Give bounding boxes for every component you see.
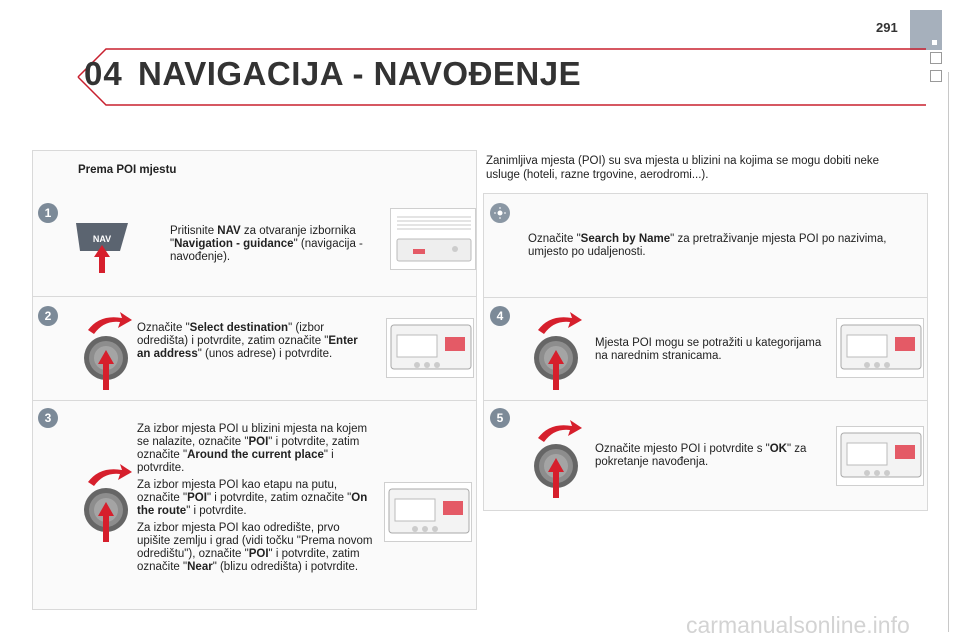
- chapter-title: NAVIGACIJA - NAVOĐENJE: [138, 55, 582, 92]
- step-2-text: Označite "Select destination" (izbor odredišta) i potvrdite, zatim označite "Enter an address" (unos adrese) i potvrdite.: [137, 322, 358, 360]
- step-1-text: Pritisnite NAV za otvaranje izbornika "Navigation - guidance" (navigacija - navođenje).: [170, 225, 363, 263]
- light-icon: [490, 203, 510, 223]
- step-5-text: Označite mjesto POI i potvrdite s "OK" za pokretanje navođenja.: [595, 443, 807, 468]
- step-badge-5: 5: [490, 408, 510, 428]
- step-divider: [32, 296, 477, 297]
- side-marker-box: [930, 70, 942, 82]
- step-divider: [483, 400, 928, 401]
- side-divider: [948, 72, 949, 632]
- step-badge-2: 2: [38, 306, 58, 326]
- page-corner-tab: [910, 10, 942, 50]
- step-badge-1: 1: [38, 203, 58, 223]
- intro-text: Zanimljiva mjesta (POI) su sva mjesta u blizini na kojima se mogu dobiti neke usluge (hoteli, razne trgovine, aerodromi...).: [486, 155, 880, 181]
- rotary-knob-illustration: [80, 462, 140, 549]
- rotary-knob-illustration: [530, 310, 590, 397]
- nav-button-illustration: [72, 215, 136, 280]
- step-badge-4: 4: [490, 306, 510, 326]
- step-3-text: Za izbor mjesta POI u blizini mjesta na kojem se nalazite, označite "POI" i potvrdite, zatim označite "Around the current place" i potvrdite. Za izbor mjesta POI kao etapu na putu, označite "POI" i potvrdite, zatim označite "On the route" i potvrdite. Za izbor mjesta POI kao odredište, prvo upišite zemlju i grad (vidi točku "Prema novom odredištu"), označite "POI" i potvrdite, zatim označite "Near" (blizu odredišta) i potvrdite.: [137, 423, 373, 573]
- watermark-text: carmanualsonline.info: [686, 612, 910, 638]
- nav-label: NAV: [92, 234, 112, 244]
- radio-unit-image: [836, 426, 924, 486]
- radio-unit-image: [384, 482, 472, 542]
- rotary-knob-illustration: [80, 310, 140, 397]
- step-badge-3: 3: [38, 408, 58, 428]
- step-4-text: Mjesta POI mogu se potražiti u kategorijama na narednim stranicama.: [595, 337, 822, 362]
- step-divider: [32, 400, 477, 401]
- page-number: 291: [876, 20, 898, 35]
- rotary-knob-illustration: [530, 418, 590, 505]
- section-title: Prema POI mjestu: [78, 164, 177, 176]
- radio-unit-image: [386, 318, 474, 378]
- search-by-name-text: Označite "Search by Name" za pretraživanje mjesta POI po nazivima, umjesto po udaljenosti.: [528, 233, 887, 258]
- radio-unit-image: [836, 318, 924, 378]
- radio-unit-image: [390, 208, 476, 270]
- side-marker-box: [930, 52, 942, 64]
- chapter-number: 04: [84, 55, 123, 92]
- step-divider: [483, 297, 928, 298]
